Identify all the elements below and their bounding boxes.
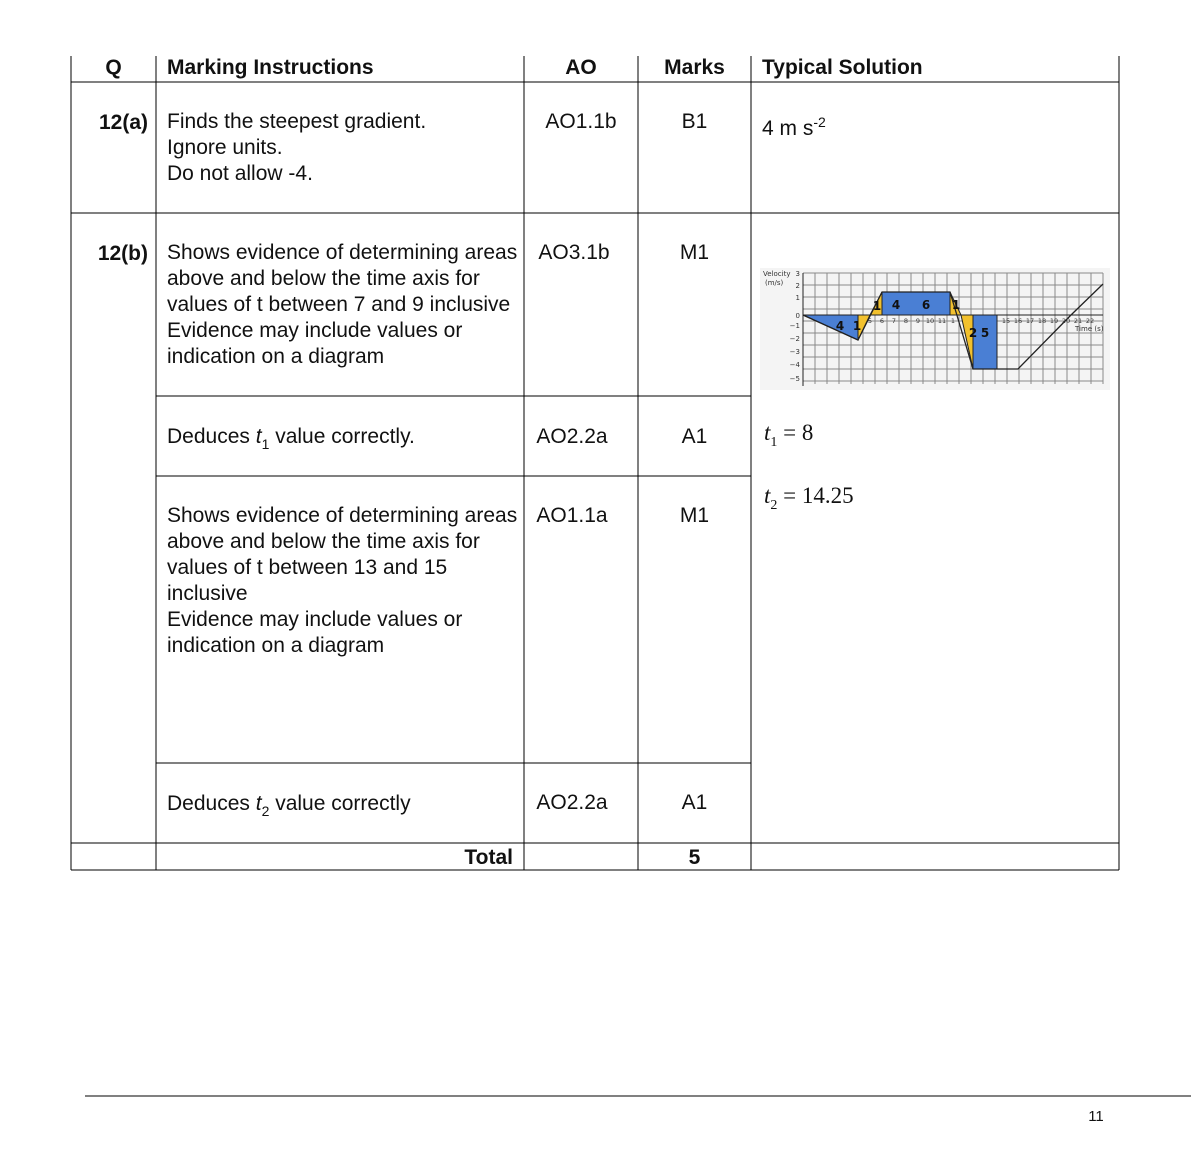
x-tick-label: 15: [1001, 317, 1011, 325]
header-ao: AO: [565, 56, 597, 79]
diagram-xlabel: Time (s): [1075, 325, 1104, 333]
area-value-label: 2: [968, 326, 978, 340]
x-tick-label: 6: [879, 317, 885, 325]
area-value-label: 1: [951, 298, 961, 312]
marking-instruction-12b-3: Shows evidence of determining areas above and below the time axis for values of t between 13 and 15 inclusive Evidence may include values or indication on a diagram: [167, 504, 518, 657]
marking-instruction-12b-2: Deduces $t_1$ value correctly.: [167, 425, 415, 452]
header-q: Q: [105, 56, 122, 79]
mark-12b-1: M1: [679, 241, 710, 264]
area-value-label: 1: [872, 299, 882, 313]
mark-12b-2: A1: [681, 425, 708, 448]
y-tick-label: −3: [789, 348, 800, 356]
ao-code-12b-3: AO1.1a: [536, 504, 608, 527]
x-tick-label: 9: [915, 317, 921, 325]
ao-code-12b-4: AO2.2a: [536, 791, 608, 814]
area-blue-lower: [973, 315, 997, 369]
question-number-12b: 12(b): [97, 242, 148, 265]
header-marking-instructions: Marking Instructions: [167, 56, 374, 79]
area-value-label: 4: [891, 298, 901, 312]
y-tick-label: 0: [795, 312, 800, 320]
x-tick-label: 5: [867, 317, 873, 325]
area-value-label: 5: [980, 326, 990, 340]
y-tick-label: −1: [789, 322, 800, 330]
mark-12b-4: A1: [681, 791, 708, 814]
marking-instruction-12b-4: Deduces $t_2$ value correctly: [167, 792, 411, 819]
marking-instruction-12b-1: Shows evidence of determining areas above and below the time axis for values of t between 7 and 9 inclusive Evidence may include values or indication on a diagram: [167, 241, 518, 368]
x-tick-label: 21: [1073, 317, 1083, 325]
ao-code-12b-2: AO2.2a: [536, 425, 608, 448]
x-tick-label: 19: [1049, 317, 1059, 325]
area-value-label: 1: [852, 319, 862, 333]
diagram-ylabel-line2: (m/s): [765, 279, 784, 287]
y-tick-label: −4: [789, 361, 800, 369]
y-tick-label: −5: [789, 375, 800, 383]
x-tick-label: 22: [1085, 317, 1095, 325]
ao-code-12a: AO1.1b: [545, 110, 617, 133]
y-tick-label: 1: [795, 294, 800, 302]
solution-t2: $t_2 = 14.25$: [764, 483, 854, 513]
typical-solution-12a: 4 m $s^{-2}$: [762, 114, 826, 140]
header-typical-solution: Typical Solution: [762, 56, 923, 79]
total-marks: 5: [688, 846, 701, 869]
x-tick-label: 7: [891, 317, 897, 325]
x-tick-label: 1: [950, 317, 956, 325]
x-tick-label: 20: [1061, 317, 1071, 325]
x-tick-label: 17: [1025, 317, 1035, 325]
ao-code-12b-1: AO3.1b: [538, 241, 610, 264]
x-tick-label: 16: [1013, 317, 1023, 325]
mark-12a: B1: [681, 110, 708, 133]
area-value-label: 4: [835, 319, 845, 333]
page-number: 11: [1088, 1108, 1104, 1125]
x-tick-label: 8: [903, 317, 909, 325]
question-number-12a: 12(a): [98, 111, 148, 134]
y-tick-label: 3: [795, 270, 800, 278]
solution-t1: $t_1 = 8$: [764, 420, 814, 450]
x-tick-label: 10: [925, 317, 935, 325]
header-marks: Marks: [664, 56, 725, 79]
total-label: Total: [464, 846, 513, 869]
marking-instruction-12a: Finds the steepest gradient. Ignore units. Do not allow -4.: [167, 110, 427, 185]
x-tick-label: 18: [1037, 317, 1047, 325]
diagram-ylabel-line1: Velocity: [763, 270, 791, 278]
y-tick-label: −2: [789, 335, 800, 343]
area-value-label: 6: [921, 298, 931, 312]
velocity-time-diagram: [760, 268, 1110, 390]
mark-12b-3: M1: [679, 504, 710, 527]
y-tick-label: 2: [795, 282, 800, 290]
x-tick-label: 11: [937, 317, 947, 325]
